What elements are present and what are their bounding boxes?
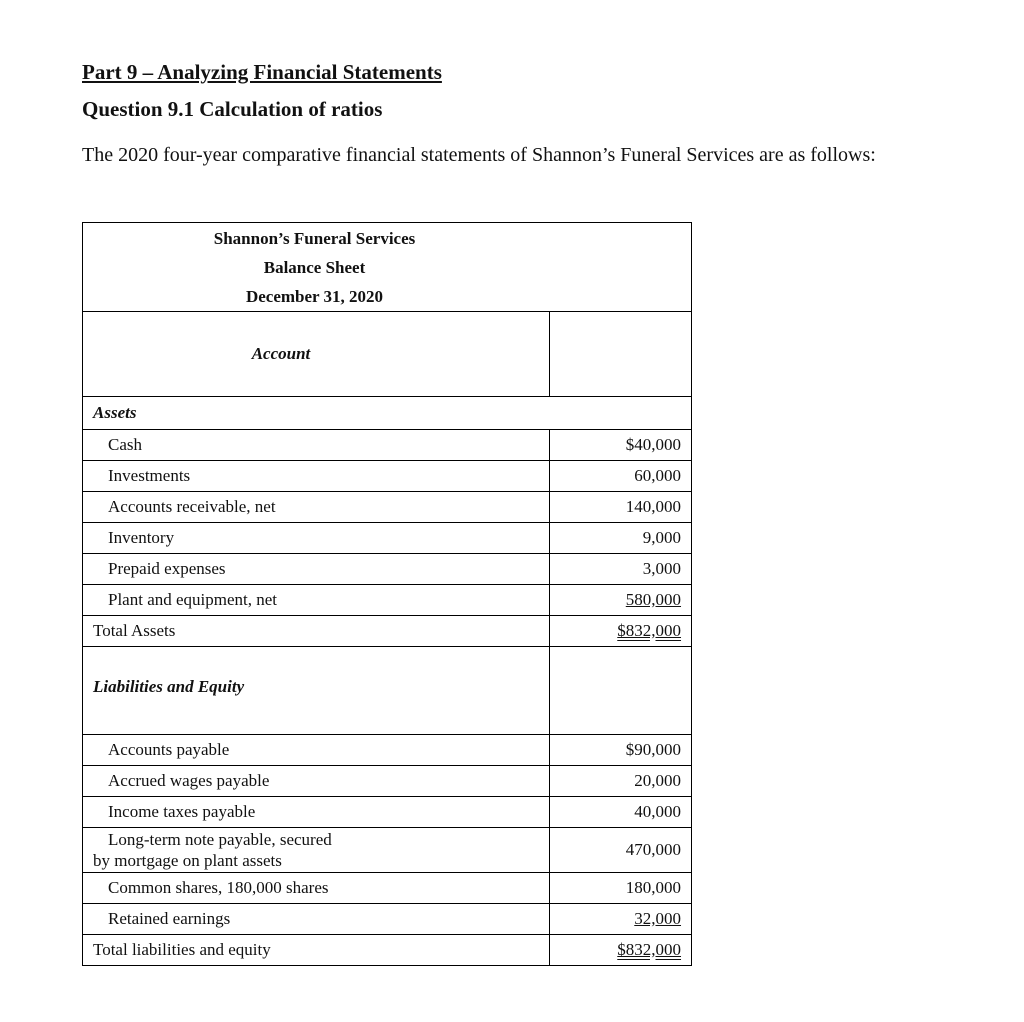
row-amount: $90,000 [550,735,692,766]
row-amount: $40,000 [550,430,692,461]
table-row [83,735,692,766]
table-row [83,828,692,873]
statement-header [83,223,692,312]
amount-column-header [550,312,692,397]
total-assets-label: Total Assets [83,616,550,647]
underlined-amount: 580,000 [625,590,682,609]
row-label-line-1: Long-term note payable, secured [108,830,332,849]
row-amount [550,904,692,935]
total-assets-amount [550,616,692,647]
underlined-amount: 32,000 [634,909,682,928]
table-row [83,492,692,523]
row-amount: 40,000 [550,797,692,828]
assets-section-label: Assets [83,397,692,430]
table-row [83,797,692,828]
double-underlined-amount: $832,000 [617,621,682,640]
statement-date: December 31, 2020 [245,286,384,306]
question-heading: Question 9.1 Calculation of ratios [82,97,383,121]
section-row [83,647,692,735]
row-label: Accounts receivable, net [83,492,550,523]
row-label: Inventory [83,523,550,554]
table-row [83,554,692,585]
row-label: Cash [83,430,550,461]
row-amount: 3,000 [550,554,692,585]
total-assets-row [83,616,692,647]
balance-sheet-table [82,222,692,966]
row-label: Plant and equipment, net [83,585,550,616]
table-row [83,766,692,797]
row-label: Common shares, 180,000 shares [83,873,550,904]
row-amount: 470,000 [550,828,692,873]
empty-cell [550,647,692,735]
total-liabilities-equity-row [83,935,692,966]
total-liabilities-equity-label: Total liabilities and equity [83,935,550,966]
row-label: Prepaid expenses [83,554,550,585]
liabilities-section-label: Liabilities and Equity [83,647,550,735]
table-row [83,461,692,492]
row-amount: 60,000 [550,461,692,492]
section-row [83,397,692,430]
row-amount: 20,000 [550,766,692,797]
table-row [83,904,692,935]
row-amount: 180,000 [550,873,692,904]
row-label [83,828,550,873]
row-label-line-2: by mortgage on plant assets [93,851,282,870]
account-column-header: Account [83,312,550,397]
intro-text: The 2020 four-year comparative financial statements of Shannon’s Funeral Services are as follows: [82,144,876,166]
row-label: Retained earnings [83,904,550,935]
table-row [83,523,692,554]
row-label: Accrued wages payable [83,766,550,797]
total-liabilities-equity-amount [550,935,692,966]
table-row [83,585,692,616]
row-amount [550,585,692,616]
row-amount: 9,000 [550,523,692,554]
statement-title: Balance Sheet [263,257,366,277]
row-label: Income taxes payable [83,797,550,828]
company-name: Shannon’s Funeral Services [213,228,416,248]
row-label: Investments [83,461,550,492]
double-underlined-amount: $832,000 [617,940,682,959]
row-amount: 140,000 [550,492,692,523]
row-label: Accounts payable [83,735,550,766]
table-row [83,430,692,461]
column-header-row [83,312,692,397]
part-heading: Part 9 – Analyzing Financial Statements [82,60,442,84]
table-row [83,873,692,904]
